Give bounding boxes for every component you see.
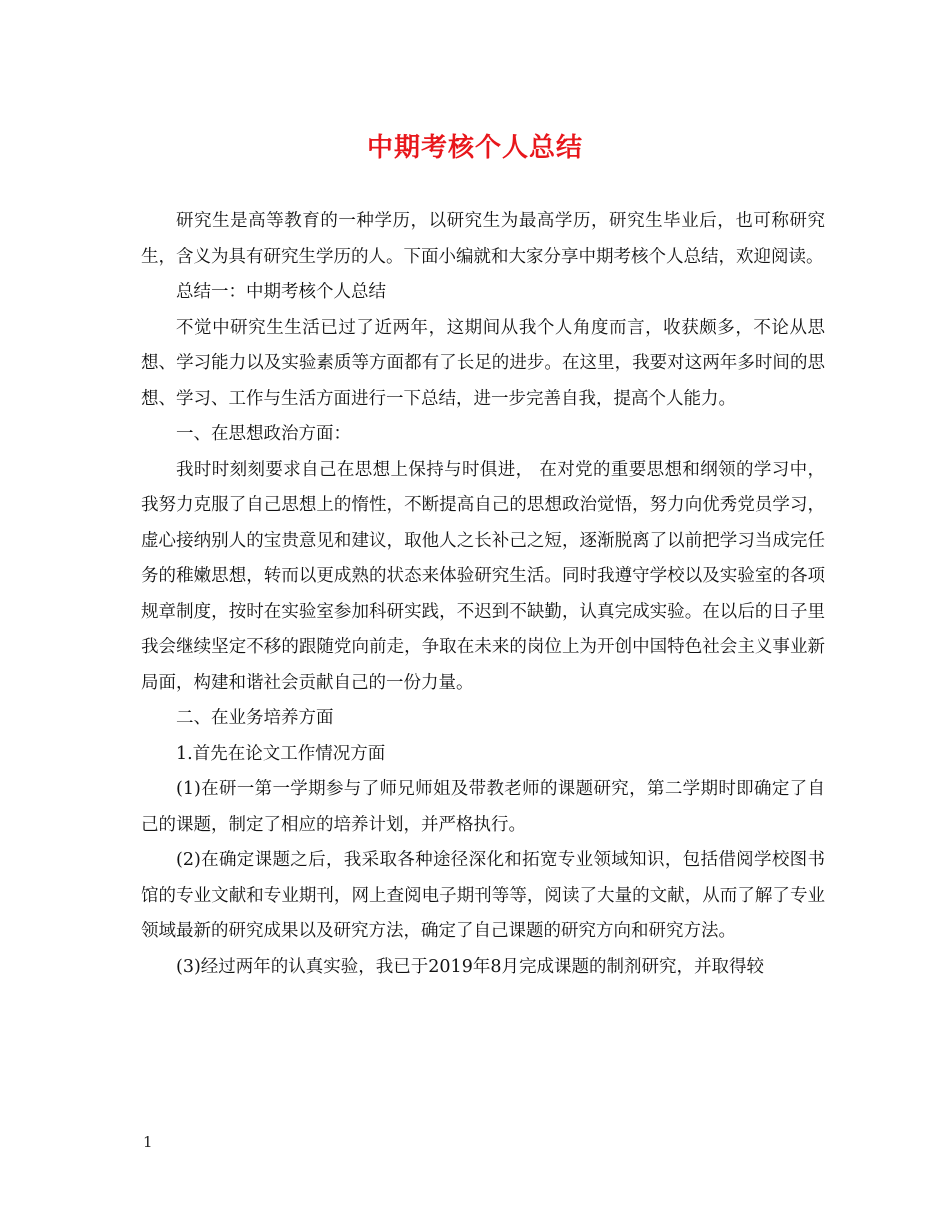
- section-heading-training: 二、在业务培养方面: [176, 708, 334, 728]
- document-title: 中期考核个人总结: [366, 133, 583, 163]
- body-paragraph: 不觉中研究生生活已过了近两年，这期间从我个人角度而言，收获颇多，不论从思想、学习能力以及实验素质等方面都有了长足的进步。在这里，我要对这两年多时间的思想、学习、工作与生活方面进行一下总结，进一步完善自我，提高个人能力。: [141, 317, 825, 409]
- subsection-heading: 1.首先在论文工作情况方面: [176, 743, 386, 764]
- list-item: (2)在确定课题之后，我采取各种途径深化和拓宽专业领域知识，包括借阅学校图书馆的专业文献和专业期刊，网上查阅电子期刊等等，阅读了大量的文献，从而了解了专业领域最新的研究成果以及研究方法，确定了自己课题的研究方向和研究方法。: [141, 850, 825, 941]
- intro-paragraph: 研究生是高等教育的一种学历，以研究生为最高学历，研究生毕业后，也可称研究生，含义为具有研究生学历的人。下面小编就和大家分享中期考核个人总结，欢迎阅读。: [141, 211, 825, 267]
- body-paragraph: 我时时刻刻要求自己在思想上保持与时俱进， 在对党的重要思想和纲领的学习中，我努力克服了自己思想上的惰性，不断提高自己的思想政治觉悟，努力向优秀党员学习，虚心接纳别人的宝贵意见和建议，取他人之长补己之短，逐渐脱离了以前把学习当成完任务的稚嫩思想，转而以更成熟的状态来体验研究生活。同时我遵守学校以及实验室的各项规章制度，按时在实验室参加科研实践，不迟到不缺勤，认真完成实验。在以后的日子里我会继续坚定不移的跟随党向前走，争取在未来的岗位上为开创中国特色社会主义事业新局面，构建和谐社会贡献自己的一份力量。: [141, 459, 825, 693]
- document-body: [141, 204, 825, 985]
- section-heading-ideology: 一、在思想政治方面：: [176, 424, 351, 444]
- summary-heading: 总结一：中期考核个人总结: [176, 282, 386, 302]
- list-item: (1)在研一第一学期参与了师兄师姐及带教老师的课题研究，第二学期时即确定了自己的课题，制定了相应的培养计划，并严格执行。: [141, 779, 825, 835]
- page-number: 1: [143, 1133, 153, 1151]
- list-item: (3)经过两年的认真实验，我已于2019年8月完成课题的制剂研究，并取得较: [176, 956, 764, 977]
